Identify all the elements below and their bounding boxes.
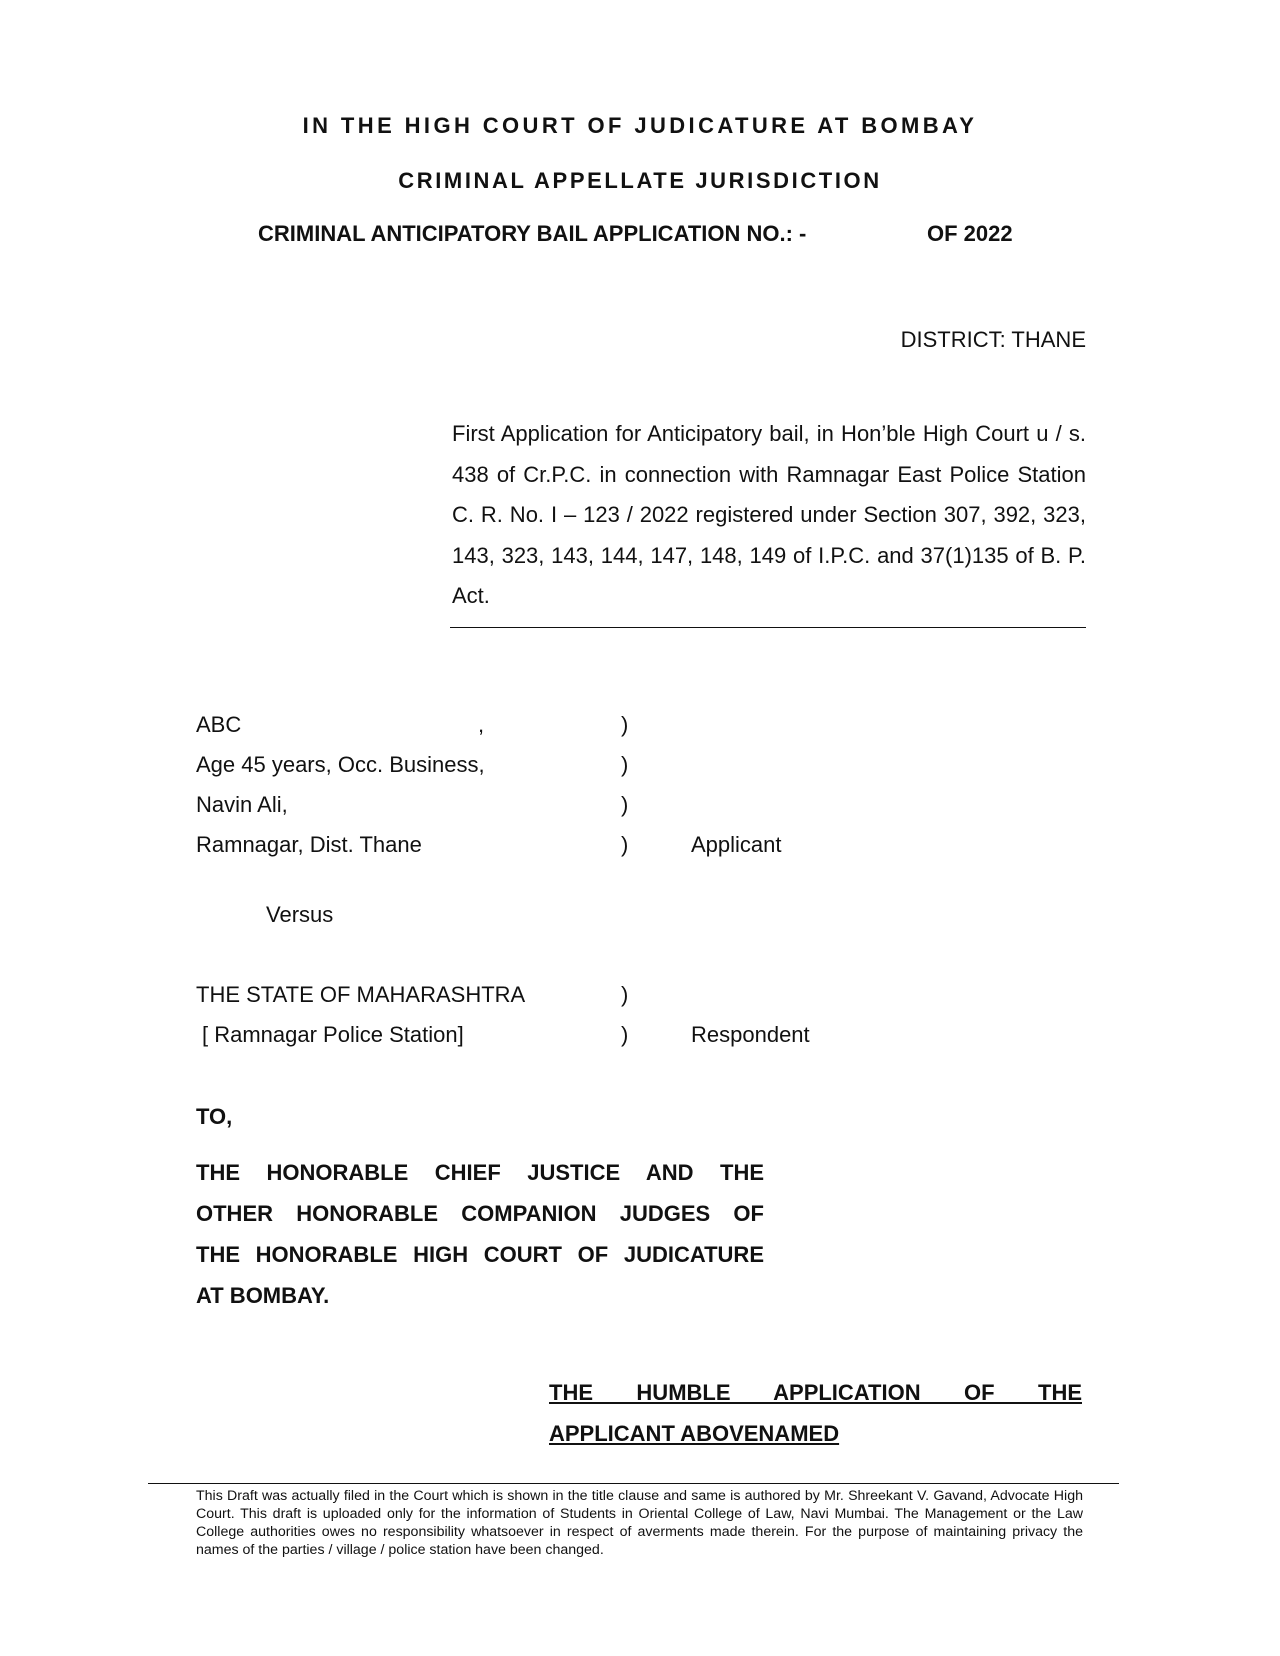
versus: Versus: [266, 902, 334, 927]
application-number: [258, 221, 1013, 247]
applicant-line: [196, 792, 1096, 822]
addressee-salutation: TO,: [196, 1104, 233, 1129]
district: DISTRICT: THANE: [900, 327, 1086, 352]
addressee-line: THE HONORABLE CHIEF JUSTICE AND THE: [196, 1160, 764, 1185]
footnote-divider: [148, 1483, 1119, 1484]
application-year: OF 2022: [927, 221, 1013, 246]
addressee-block: [196, 1152, 764, 1316]
bracket: ): [621, 792, 629, 817]
applicant-address: Ramnagar, Dist. Thane: [196, 832, 422, 857]
humble-line: THE HUMBLE APPLICATION OF THE: [549, 1380, 1082, 1405]
jurisdiction-title: CRIMINAL APPELLATE JURISDICTION: [398, 168, 882, 193]
humble-application-heading: [549, 1372, 1082, 1454]
footnote: This Draft was actually filed in the Court which is shown in the title clause and same is authored by Mr. Shreekant V. Gavand, Advocate High Court. This draft is uploaded only for the information of Students in Oriental College of Law, Navi Mumbai. The Management or the Law College authorities owes no responsibility whatsoever in respect of averments made therein. For the purpose of maintaining privacy the names of the parties / village / police station have been changed.: [196, 1488, 1083, 1558]
addressee-line: OTHER HONORABLE COMPANION JUDGES OF: [196, 1201, 764, 1226]
application-number-label: CRIMINAL ANTICIPATORY BAIL APPLICATION NO.: -: [258, 221, 807, 246]
court-title: IN THE HIGH COURT OF JUDICATURE AT BOMBAY: [302, 113, 978, 138]
bracket: ): [621, 982, 629, 1007]
bracket: ): [621, 752, 629, 777]
applicant-line: [196, 832, 1096, 862]
applicant-age-occupation: Age 45 years, Occ. Business,: [196, 752, 485, 777]
description-divider: [450, 627, 1086, 628]
bracket: ): [621, 832, 629, 857]
applicant-role: Applicant: [691, 832, 782, 857]
applicant-comma: ,: [478, 712, 485, 737]
bracket: ): [621, 712, 629, 737]
respondent-line: [196, 982, 1096, 1012]
applicant-name: ABC: [196, 712, 242, 737]
application-description: First Application for Anticipatory bail, in Hon’ble High Court u / s. 438 of Cr.P.C. in connection with Ramnagar East Police Station C. R. No. I – 123 / 2022 registered under Section 307, 392, 323, 143, 323, 143, 144, 147, 148, 149 of I.P.C. and 37(1)135 of B. P. Act.: [452, 421, 1086, 608]
humble-line: APPLICANT ABOVENAMED: [549, 1421, 840, 1446]
applicant-line: [196, 712, 1096, 742]
applicant-line: [196, 752, 1096, 782]
respondent-role: Respondent: [691, 1022, 810, 1047]
respondent-station: [ Ramnagar Police Station]: [202, 1022, 464, 1047]
addressee-line: THE HONORABLE HIGH COURT OF JUDICATURE: [196, 1242, 764, 1267]
respondent-line: [196, 1022, 1096, 1052]
respondent-name: THE STATE OF MAHARASHTRA: [196, 982, 526, 1007]
applicant-locality: Navin Ali,: [196, 792, 288, 817]
bracket: ): [621, 1022, 629, 1047]
addressee-line: AT BOMBAY.: [196, 1283, 330, 1308]
